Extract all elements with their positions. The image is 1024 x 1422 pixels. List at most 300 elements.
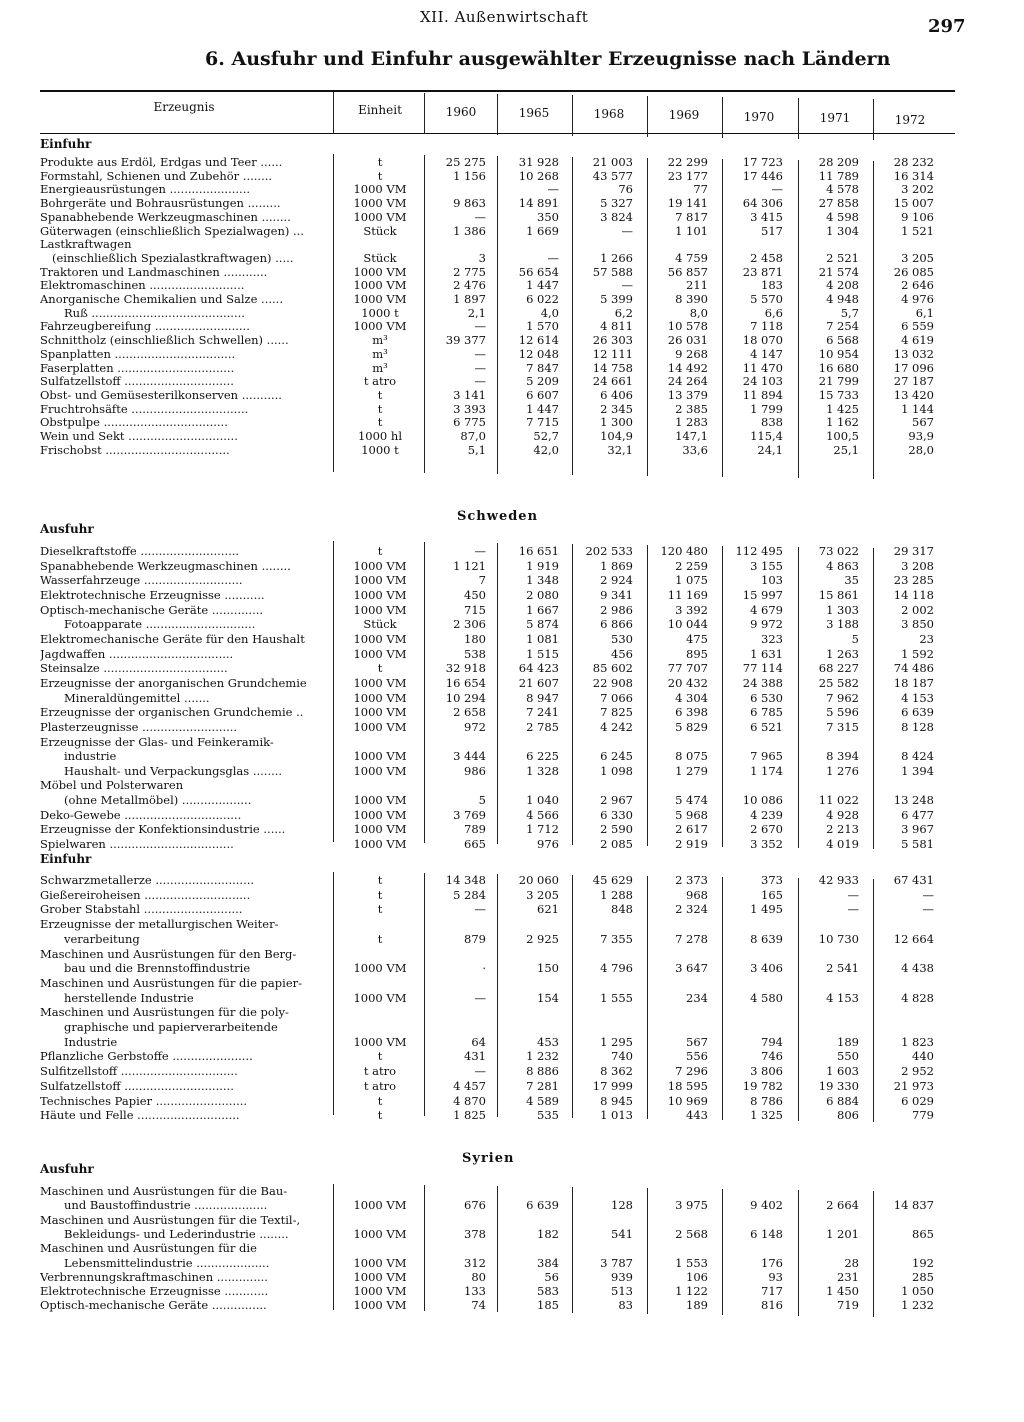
value-cell: 185 <box>537 1298 559 1313</box>
table-row <box>0 765 1024 778</box>
value-cell: 2 568 <box>675 1226 708 1241</box>
value-cell: 1 570 <box>526 319 559 334</box>
value-cell: 1 823 <box>901 1034 934 1049</box>
value-cell: 21 574 <box>818 264 859 279</box>
value-cell: 112 495 <box>735 544 783 558</box>
row-label: Lastkraftwagen <box>40 238 132 252</box>
value-cell: 25,1 <box>833 442 859 457</box>
table-row <box>0 238 1024 251</box>
table-row <box>0 648 1024 661</box>
value-cell: 567 <box>912 415 934 430</box>
row-label: Spielwaren .................................. <box>40 838 234 851</box>
column-header-year: 1969 <box>668 108 700 122</box>
value-cell: 1 667 <box>526 602 559 617</box>
row-unit: t <box>377 155 383 169</box>
column-header-year: 1970 <box>743 110 775 124</box>
row-label: Maschinen und Ausrüstungen für die Textil-, <box>40 1213 301 1227</box>
value-cell: 7 965 <box>750 749 783 764</box>
table-row <box>0 933 1024 946</box>
value-cell: 746 <box>761 1049 783 1064</box>
value-cell: 5,1 <box>467 442 486 457</box>
value-cell: 7 281 <box>526 1078 559 1093</box>
value-cell: 1 276 <box>826 763 859 778</box>
value-cell: 1 201 <box>826 1226 859 1241</box>
value-cell: 182 <box>537 1226 559 1241</box>
value-cell: 806 <box>837 1108 859 1123</box>
row-unit: Stück <box>363 223 397 238</box>
value-cell: 1 425 <box>826 401 859 416</box>
value-cell: 1 869 <box>600 558 633 573</box>
row-label: industrie <box>64 750 117 764</box>
column-rule <box>497 94 498 135</box>
value-cell: 8 075 <box>675 749 708 764</box>
row-label: Erzeugnisse der metallurgischen Weiter- <box>40 918 279 932</box>
value-cell: 1 300 <box>600 415 633 430</box>
row-unit: m³ <box>372 360 388 375</box>
value-cell: 6 639 <box>901 705 934 720</box>
row-label: Grober Stabstahl ........................... <box>40 903 243 917</box>
value-cell: 4 759 <box>675 250 708 265</box>
value-cell: 11 470 <box>742 360 783 375</box>
value-cell: 1 631 <box>750 646 783 661</box>
value-cell: — <box>474 209 486 224</box>
row-label: Optisch-mechanische Geräte .............. <box>40 603 264 617</box>
value-cell: 1 162 <box>826 415 859 430</box>
value-cell: 9 402 <box>750 1198 783 1213</box>
table-row <box>0 1185 1024 1198</box>
value-cell: 8 945 <box>600 1093 633 1108</box>
row-label: Schwarzmetallerze ........................... <box>40 874 255 887</box>
row-unit: 1000 VM <box>353 646 407 661</box>
row-label: Mineraldüngemittel ....... <box>64 691 210 705</box>
value-cell: 895 <box>686 646 708 661</box>
value-cell: 1 553 <box>675 1255 708 1270</box>
value-cell: 2 775 <box>453 264 486 279</box>
row-unit: 1000 VM <box>353 837 407 851</box>
row-unit: 1000 VM <box>353 705 407 720</box>
value-cell: 2 986 <box>600 602 633 617</box>
row-unit: t <box>377 902 383 917</box>
header-rule-top <box>40 90 955 92</box>
value-cell: 28 <box>844 1255 859 1270</box>
value-cell: 5 874 <box>526 617 559 632</box>
value-cell: 77 <box>693 182 708 197</box>
table-row <box>0 252 1024 265</box>
value-cell: 74 486 <box>893 661 934 676</box>
value-cell: 104,9 <box>600 429 633 443</box>
value-cell: 1 279 <box>675 763 708 778</box>
value-cell: 6 148 <box>750 1226 783 1241</box>
row-label: Elektromaschinen .......................... <box>40 279 245 293</box>
value-cell: 2 617 <box>675 822 708 837</box>
value-cell: 2 373 <box>675 873 708 887</box>
value-cell: 21 973 <box>893 1078 934 1093</box>
row-unit: t atro <box>363 374 397 389</box>
table-row <box>0 416 1024 429</box>
value-cell: — <box>474 902 486 917</box>
table-row <box>0 320 1024 333</box>
value-cell: 3 392 <box>675 602 708 617</box>
value-cell: 2 085 <box>600 837 633 851</box>
value-cell: 5 209 <box>526 374 559 389</box>
value-cell: 10 294 <box>445 690 486 705</box>
value-cell: 28 209 <box>818 155 859 169</box>
value-cell: 18 595 <box>667 1078 708 1093</box>
column-header-year: 1968 <box>593 107 625 121</box>
value-cell: 816 <box>761 1298 783 1313</box>
value-cell: 2 919 <box>675 837 708 851</box>
value-cell: — <box>474 374 486 389</box>
table-row <box>0 1199 1024 1212</box>
value-cell: 715 <box>464 602 486 617</box>
table-row <box>0 1109 1024 1122</box>
value-cell: 7 066 <box>600 690 633 705</box>
value-cell: 56 <box>544 1269 559 1284</box>
row-unit: 1000 VM <box>353 719 407 734</box>
value-cell: 6 022 <box>526 292 559 306</box>
value-cell: 1 013 <box>600 1108 633 1123</box>
row-unit: t atro <box>363 1078 397 1093</box>
section-heading: Einfuhr <box>40 137 92 151</box>
value-cell: 11 789 <box>818 168 859 183</box>
row-label: (einschließlich Spezialastkraftwagen) ..... <box>52 251 294 265</box>
value-cell: 28 232 <box>893 155 934 169</box>
value-cell: 4 208 <box>826 278 859 293</box>
value-cell: 14 348 <box>445 873 486 887</box>
value-cell: 26 303 <box>592 333 633 348</box>
value-cell: — <box>771 182 783 197</box>
value-cell: 8 886 <box>526 1064 559 1079</box>
value-cell: 879 <box>464 931 486 946</box>
value-cell: 19 782 <box>742 1078 783 1093</box>
value-cell: 25 275 <box>445 155 486 169</box>
value-cell: 31 928 <box>518 155 559 169</box>
row-label: Fahrzeugbereifung .......................... <box>40 320 250 334</box>
row-label: Verbrennungskraftmaschinen .............. <box>40 1270 268 1284</box>
column-header-year: 1972 <box>894 113 926 127</box>
table-row <box>0 389 1024 402</box>
row-unit: 1000 VM <box>353 1298 407 1313</box>
value-cell: 1 283 <box>675 415 708 430</box>
row-unit: 1000 VM <box>353 558 407 573</box>
row-label: herstellende Industrie <box>64 991 194 1005</box>
country-heading: Syrien <box>462 1151 515 1166</box>
value-cell: 848 <box>611 902 633 917</box>
value-cell: 6 775 <box>453 415 486 430</box>
value-cell: 115,4 <box>750 429 783 443</box>
row-label: Elektrotechnische Erzeugnisse ............ <box>40 1285 269 1299</box>
column-header-year: 1965 <box>518 106 550 120</box>
value-cell: 5 <box>478 793 486 807</box>
row-unit: t <box>377 931 383 946</box>
value-cell: 312 <box>464 1255 486 1270</box>
value-cell: 13 420 <box>893 387 934 402</box>
value-cell: 5 596 <box>826 705 859 720</box>
value-cell: 128 <box>611 1198 633 1213</box>
value-cell: 4 679 <box>750 602 783 617</box>
row-label: Häute und Felle ............................ <box>40 1109 240 1123</box>
row-label: Steinsalze .................................. <box>40 662 228 676</box>
value-cell: 93,9 <box>908 429 934 443</box>
table-row <box>0 604 1024 617</box>
value-cell: 29 317 <box>893 544 934 558</box>
value-cell: 1 669 <box>526 223 559 238</box>
country-heading: Schweden <box>457 509 539 524</box>
row-label: bau und die Brennstoffindustrie <box>64 962 251 976</box>
row-unit: 1000 VM <box>353 822 407 837</box>
value-cell: 2 952 <box>901 1064 934 1079</box>
row-unit: t <box>377 1108 383 1123</box>
table-row <box>0 545 1024 558</box>
row-label: Maschinen und Ausrüstungen für die <box>40 1242 257 1256</box>
value-cell: 4 239 <box>750 807 783 822</box>
value-cell: 779 <box>912 1108 934 1123</box>
row-label: und Baustoffindustrie .................... <box>64 1199 268 1213</box>
value-cell: 10 044 <box>667 617 708 632</box>
value-cell: 76 <box>618 182 633 197</box>
value-cell: 1 288 <box>600 887 633 902</box>
value-cell: 4 828 <box>901 990 934 1005</box>
value-cell: 583 <box>537 1284 559 1299</box>
value-cell: 180 <box>464 631 486 646</box>
value-cell: 27 187 <box>893 374 934 389</box>
row-unit: 1000 VM <box>353 196 407 211</box>
table-row <box>0 809 1024 822</box>
value-cell: 665 <box>464 837 486 851</box>
value-cell: 1 075 <box>675 573 708 588</box>
value-cell: 52,7 <box>533 429 559 443</box>
value-cell: 57 588 <box>592 264 633 279</box>
value-cell: 6 530 <box>750 690 783 705</box>
value-cell: 18 070 <box>742 333 783 348</box>
row-label: Technisches Papier ......................... <box>40 1094 248 1108</box>
value-cell: 1 232 <box>901 1298 934 1313</box>
table-row <box>0 1299 1024 1312</box>
section-heading: Ausfuhr <box>40 1162 94 1176</box>
value-cell: 2 521 <box>826 250 859 265</box>
value-cell: 2 306 <box>453 617 486 632</box>
value-cell: 3 806 <box>750 1064 783 1079</box>
value-cell: 133 <box>464 1284 486 1299</box>
value-cell: 1 263 <box>826 646 859 661</box>
value-cell: 83 <box>618 1298 633 1313</box>
value-cell: 431 <box>464 1049 486 1064</box>
table-row <box>0 962 1024 975</box>
value-cell: 475 <box>686 631 708 646</box>
row-unit: t <box>377 415 383 430</box>
value-cell: 8 424 <box>901 749 934 764</box>
value-cell: 189 <box>837 1034 859 1049</box>
value-cell: 350 <box>537 209 559 224</box>
column-header-product: Erzeugnis <box>153 100 215 114</box>
table-row <box>0 348 1024 361</box>
value-cell: 4 242 <box>600 719 633 734</box>
column-rule <box>873 99 874 140</box>
value-cell: 2 541 <box>826 961 859 976</box>
row-label: Lebensmittelindustrie .................... <box>64 1256 270 1270</box>
row-unit: 1000 VM <box>353 807 407 822</box>
table-row <box>0 334 1024 347</box>
row-unit: 1000 VM <box>353 675 407 690</box>
value-cell: 9 106 <box>901 209 934 224</box>
table-row <box>0 375 1024 388</box>
row-unit: 1000 VM <box>353 182 407 197</box>
value-cell: 5 570 <box>750 292 783 306</box>
value-cell: 74 <box>471 1298 486 1313</box>
value-cell: 1 325 <box>750 1108 783 1123</box>
value-cell: 6 245 <box>600 749 633 764</box>
value-cell: 85 602 <box>592 661 633 676</box>
value-cell: 4 438 <box>901 961 934 976</box>
value-cell: 4 580 <box>750 990 783 1005</box>
value-cell: 740 <box>611 1049 633 1064</box>
value-cell: 3 406 <box>750 961 783 976</box>
value-cell: 838 <box>761 415 783 430</box>
value-cell: 8 639 <box>750 931 783 946</box>
value-cell: 719 <box>837 1298 859 1313</box>
value-cell: 16 680 <box>818 360 859 375</box>
value-cell: 5 581 <box>901 837 934 851</box>
value-cell: 1 386 <box>453 223 486 238</box>
value-cell: 24 103 <box>742 374 783 389</box>
value-cell: 5,7 <box>840 305 859 320</box>
value-cell: 22 908 <box>592 675 633 690</box>
value-cell: 17 446 <box>742 168 783 183</box>
value-cell: 2 213 <box>826 822 859 837</box>
value-cell: 972 <box>464 719 486 734</box>
table-row <box>0 736 1024 749</box>
value-cell: 8 786 <box>750 1093 783 1108</box>
row-label: Erzeugnisse der Konfektionsindustrie ...... <box>40 823 286 837</box>
value-cell: — <box>621 223 633 238</box>
value-cell: 32,1 <box>607 442 633 457</box>
value-cell: 15 733 <box>818 387 859 402</box>
value-cell: 2 080 <box>526 588 559 602</box>
row-unit: 1000 VM <box>353 1284 407 1299</box>
value-cell: 183 <box>761 278 783 293</box>
value-cell: 794 <box>761 1034 783 1049</box>
row-label: Jagdwaffen .................................. <box>40 647 234 661</box>
row-label: Schnittholz (einschließlich Schwellen) ...... <box>40 334 289 348</box>
row-label: Bohrgeräte und Bohrausrüstungen ......... <box>40 197 281 211</box>
value-cell: 1 825 <box>453 1108 486 1123</box>
value-cell: 567 <box>686 1034 708 1049</box>
value-cell: 7 254 <box>826 319 859 334</box>
value-cell: 231 <box>837 1269 859 1284</box>
row-unit: 1000 VM <box>353 588 407 602</box>
value-cell: 202 533 <box>585 544 633 558</box>
value-cell: — <box>474 1064 486 1079</box>
row-label: Elektromechanische Geräte für den Haushalt <box>40 632 305 646</box>
value-cell: 453 <box>537 1034 559 1049</box>
value-cell: 7 825 <box>600 705 633 720</box>
row-label: Haushalt- und Verpackungsglas ........ <box>64 764 283 778</box>
value-cell: 147,1 <box>675 429 708 443</box>
value-cell: 20 432 <box>667 675 708 690</box>
row-label: (ohne Metallmöbel) ................... <box>64 794 252 807</box>
value-cell: 8,0 <box>689 305 708 320</box>
value-cell: 13 379 <box>667 387 708 402</box>
row-unit: t <box>377 887 383 902</box>
value-cell: 42,0 <box>533 442 559 457</box>
value-cell: 2 476 <box>453 278 486 293</box>
row-label: Erzeugnisse der anorganischen Grundchemie <box>40 676 307 690</box>
value-cell: 64 306 <box>742 196 783 211</box>
value-cell: 6 866 <box>600 617 633 632</box>
value-cell: 7 962 <box>826 690 859 705</box>
value-cell: 6 639 <box>526 1198 559 1213</box>
row-unit: 1000 VM <box>353 1269 407 1284</box>
value-cell: 456 <box>611 646 633 661</box>
row-label: Plasterzeugnisse .......................... <box>40 720 238 734</box>
section-heading: Einfuhr <box>40 852 92 866</box>
value-cell: 23 177 <box>667 168 708 183</box>
row-label: graphische und papierverarbeitende <box>64 1021 278 1034</box>
value-cell: 17 096 <box>893 360 934 375</box>
row-unit: 1000 VM <box>353 990 407 1005</box>
value-cell: 9 972 <box>750 617 783 632</box>
value-cell: 10 268 <box>518 168 559 183</box>
value-cell: 10 730 <box>818 931 859 946</box>
value-cell: 4 019 <box>826 837 859 851</box>
value-cell: 4 948 <box>826 292 859 306</box>
row-label: Gießereiroheisen ............................. <box>40 888 251 902</box>
row-unit: 1000 VM <box>353 319 407 334</box>
table-row <box>0 1021 1024 1034</box>
value-cell: 12 048 <box>518 346 559 361</box>
value-cell: 23 871 <box>742 264 783 279</box>
value-cell: 80 <box>471 1269 486 1284</box>
value-cell: 21 607 <box>518 675 559 690</box>
table-row <box>0 430 1024 443</box>
value-cell: 6 521 <box>750 719 783 734</box>
value-cell: 73 022 <box>818 544 859 558</box>
value-cell: 4 619 <box>901 333 934 348</box>
value-cell: 5 399 <box>600 292 633 306</box>
row-label: Sulfitzellstoff ................................ <box>40 1065 238 1079</box>
row-label: Maschinen und Ausrüstungen für den Berg- <box>40 947 297 961</box>
value-cell: 3 787 <box>600 1255 633 1270</box>
table-row <box>0 992 1024 1005</box>
value-cell: 7 847 <box>526 360 559 375</box>
row-label: Spanabhebende Werkzeugmaschinen ........ <box>40 559 291 573</box>
value-cell: 3 208 <box>901 558 934 573</box>
table-row <box>0 444 1024 457</box>
row-label: Optisch-mechanische Geräte ............... <box>40 1299 267 1313</box>
table-row <box>0 403 1024 416</box>
row-label: Faserplatten ................................ <box>40 361 235 375</box>
value-cell: 4 457 <box>453 1078 486 1093</box>
value-cell: 189 <box>686 1298 708 1313</box>
value-cell: 15 007 <box>893 196 934 211</box>
value-cell: 165 <box>761 887 783 902</box>
value-cell: 1 348 <box>526 573 559 588</box>
value-cell: 120 480 <box>660 544 708 558</box>
value-cell: 6 884 <box>826 1093 859 1108</box>
table-row <box>0 362 1024 375</box>
value-cell: 3 975 <box>675 1198 708 1213</box>
value-cell: 3 647 <box>675 961 708 976</box>
row-unit: t <box>377 873 383 887</box>
value-cell: 4 598 <box>826 209 859 224</box>
column-rule <box>798 98 799 139</box>
value-cell: 4 153 <box>901 690 934 705</box>
value-cell: 2 785 <box>526 719 559 734</box>
value-cell: 2 925 <box>526 931 559 946</box>
value-cell: 13 248 <box>893 793 934 807</box>
row-label: Obst- und Gemüsesterilkonserven ........... <box>40 388 282 402</box>
row-label: Erzeugnisse der Glas- und Feinkeramik- <box>40 735 274 749</box>
